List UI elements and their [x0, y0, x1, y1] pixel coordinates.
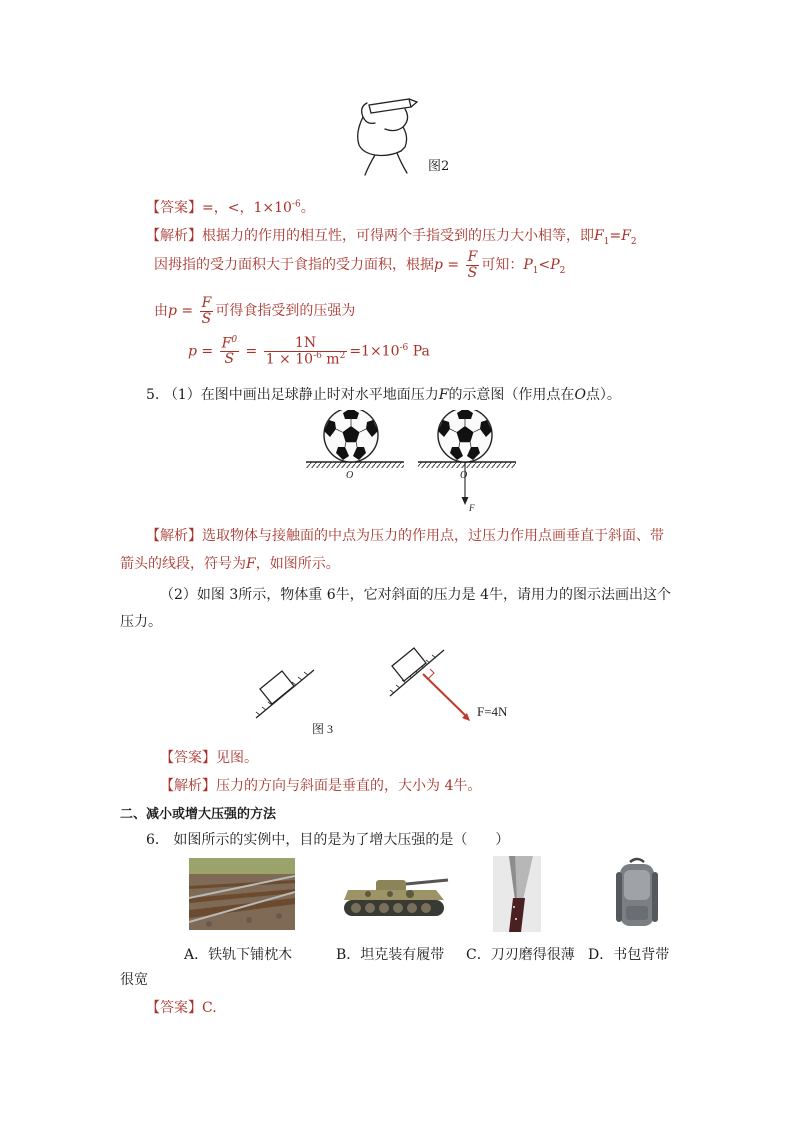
q6-answer-tag: 【答案】: [146, 1000, 202, 1016]
figure-2-hand-pencil: [345, 93, 425, 178]
q6-answer: 【答案】C.: [146, 1000, 217, 1016]
q5-part2-line1: （2）如图 3所示，物体重 6牛，它对斜面的压力是 4牛，请用力的图示法画出这个: [160, 587, 671, 603]
force-label: F=4N: [477, 704, 508, 719]
option-a: A．铁轨下铺枕木: [184, 947, 293, 963]
label-o-right: O: [460, 470, 468, 481]
q6-stem: 6． 如图所示的实例中，目的是为了增大压强的是（ ）: [146, 832, 510, 848]
q5-analysis-tag: 【解析】: [146, 528, 202, 544]
section-2-title: 二、减小或增大压强的方法: [120, 807, 277, 822]
figure-footballs: [300, 410, 520, 516]
q4-answer: 【答案】=，<，$1\times 10^{-6}$。: [146, 199, 315, 216]
calc-fraction-f-over-s: $\frac{F^0}{S}$: [221, 335, 238, 368]
q4-answer-tag: 【答案】: [146, 200, 202, 216]
q5-analysis-line2: 箭头的线段，符号为F，如图所示。: [120, 556, 340, 572]
figure-3-incline: [250, 638, 530, 748]
football-right: [438, 410, 492, 462]
q4-analysis-line3: 由p = $\frac{F}{S}$ 可得食指受到的压强为: [154, 295, 356, 327]
q5-answer: 【答案】见图。: [160, 750, 258, 766]
q5-part1-stem: 5. （1）在图中画出足球静止时对水平地面压力F的示意图（作用点在O点）。: [146, 387, 621, 403]
incline-right: [390, 648, 470, 721]
force-arrow-4n: [423, 674, 468, 718]
figure-2-caption: 图2: [428, 159, 450, 174]
q5-answer-tag: 【答案】: [160, 750, 216, 766]
label-f: F: [469, 503, 475, 513]
q6-number: 6．: [146, 832, 169, 848]
q4-analysis-tag: 【解析】: [146, 228, 202, 244]
knife-image: [493, 856, 541, 932]
q4-calculation: p = $\frac{F^0}{S}$ = $\frac{1N}{1 \times 10^{-6} m^2}$ $=1\times 10^{-6}$ Pa: [188, 335, 430, 368]
formula-fraction: $\frac{F}{S}$: [467, 249, 478, 281]
q5-part2-line2: 压力。: [120, 614, 162, 630]
q4-analysis-line2: 因拇指的受力面积大于食指的受力面积，根据p = $\frac{F}{S}$ 可知：$P_1<P_2$: [154, 249, 566, 281]
label-o-left: O: [346, 470, 354, 481]
q4-analysis-line1: 【解析】根据力的作用的相互性，可得两个手指受到的压力大小相等，即$F_1=F_2$: [146, 228, 637, 247]
q5-number: 5.: [146, 387, 160, 403]
tank-image: [340, 870, 450, 922]
railway-tracks-image: [189, 858, 295, 930]
calc-fraction-values: $\frac{1N}{1 \times 10^{-6} m^2}$: [265, 335, 346, 368]
figure-3-caption: 图 3: [312, 722, 334, 736]
formula-fraction: $\frac{F}{S}$: [201, 295, 212, 327]
q5-analysis-line1: 【解析】选取物体与接触面的中点为压力的作用点，过压力作用点画垂直于斜面、带: [146, 528, 664, 544]
q5-analysis2: 【解析】压力的方向与斜面是垂直的，大小为 4牛。: [160, 778, 482, 794]
option-b: B．坦克装有履带: [336, 947, 445, 963]
option-d: D．书包背带: [588, 947, 670, 963]
incline-left: [256, 670, 314, 718]
option-d-wrap: 很宽: [120, 972, 148, 988]
option-c: C．刀刃磨得很薄: [466, 947, 575, 963]
backpack-image: [612, 856, 662, 932]
q5-analysis2-tag: 【解析】: [160, 778, 216, 794]
ground-hatching-right: [418, 462, 516, 468]
football-left: [324, 410, 378, 462]
ground-hatching-left: [306, 462, 404, 468]
